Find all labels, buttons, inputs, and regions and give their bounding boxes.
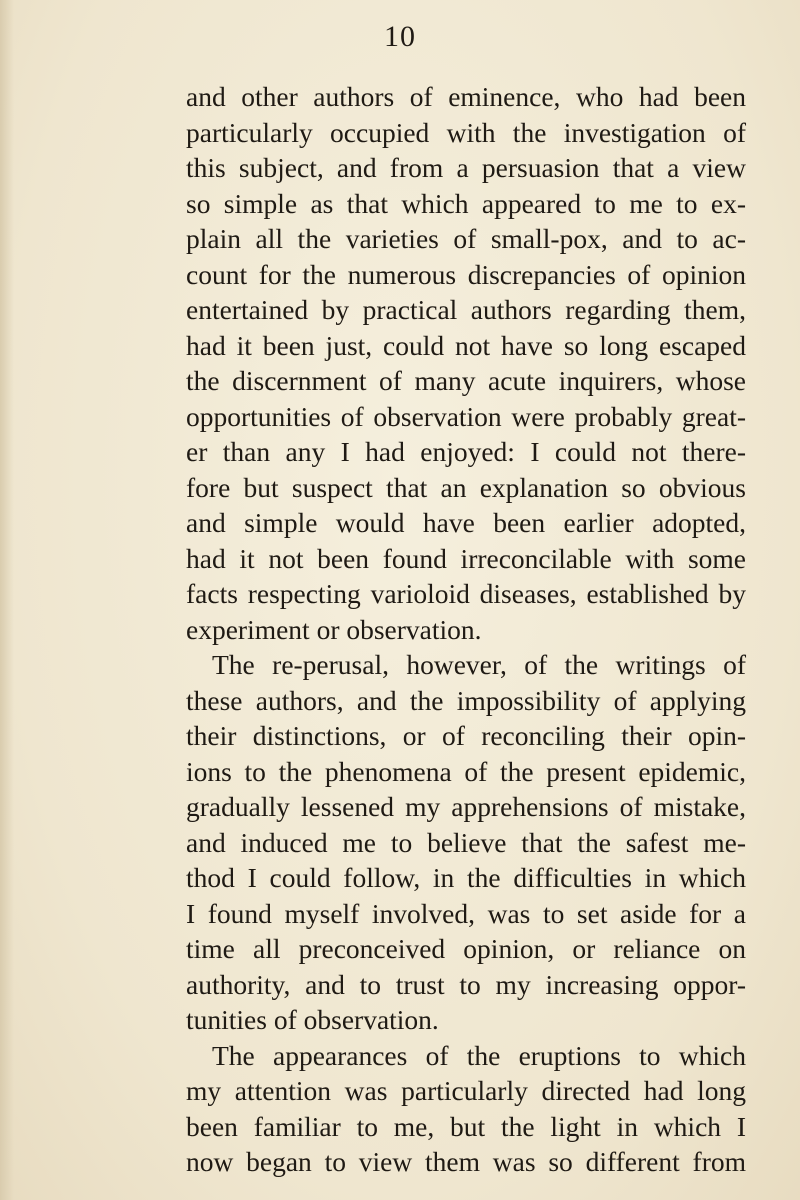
- text-line: my attention was particularly directed had long: [186, 1075, 746, 1106]
- text-line: the discernment of many acute inquirers, whose: [186, 365, 746, 396]
- text-line: and simple would have been earlier adopted,: [186, 507, 746, 538]
- text-line: tunities of observation.: [186, 1004, 439, 1035]
- text-line: ions to the phenomena of the present epidemic,: [186, 755, 746, 787]
- text-line: plain all the varieties of small-pox, and to ac-: [186, 223, 746, 254]
- text-line: I found myself involved, was to set aside for a: [186, 897, 746, 929]
- text-line: gradually lessened my apprehensions of mistake,: [186, 791, 746, 822]
- text-line: count for the numerous discrepancies of opinion: [186, 258, 746, 290]
- text-line: and induced me to believe that the safest me-: [186, 826, 746, 858]
- text-line: had it not been found irreconcilable with some: [186, 542, 746, 574]
- text-line: now began to view them was so different from: [186, 1146, 746, 1177]
- text-line: fore but suspect that an explanation so obvious: [186, 471, 746, 503]
- text-line: experiment or observation.: [186, 613, 482, 645]
- text-line: particularly occupied with the investigation of: [186, 116, 746, 148]
- paragraph-start-line: The appearances of the eruptions to which: [212, 1039, 746, 1071]
- text-line: opportunities of observation were probably great-: [186, 400, 746, 432]
- text-line: this subject, and from a persuasion that a view: [186, 152, 746, 183]
- text-line: entertained by practical authors regarding them,: [186, 294, 746, 325]
- text-line: authority, and to trust to my increasing oppor-: [186, 968, 746, 1000]
- text-line: had it been just, could not have so long escaped: [186, 329, 746, 361]
- body-text: [186, 79, 746, 1180]
- text-line: been familiar to me, but the light in which I: [186, 1110, 746, 1142]
- text-line: facts respecting varioloid diseases, established by: [186, 578, 746, 609]
- text-line: their distinctions, or of reconciling their opin-: [186, 720, 746, 751]
- paragraph-start-line: The re-perusal, however, of the writings of: [212, 649, 746, 680]
- text-line: thod I could follow, in the difficulties in which: [186, 862, 746, 893]
- text-line: so simple as that which appeared to me to ex-: [186, 187, 746, 219]
- page-number: 10: [384, 20, 416, 53]
- text-line: and other authors of eminence, who had been: [186, 81, 746, 112]
- text-line: er than any I had enjoyed: I could not there-: [186, 436, 746, 467]
- page-gutter-shadow: [0, 0, 14, 1200]
- text-line: time all preconceived opinion, or reliance on: [186, 933, 746, 964]
- text-line: these authors, and the impossibility of applying: [186, 684, 746, 716]
